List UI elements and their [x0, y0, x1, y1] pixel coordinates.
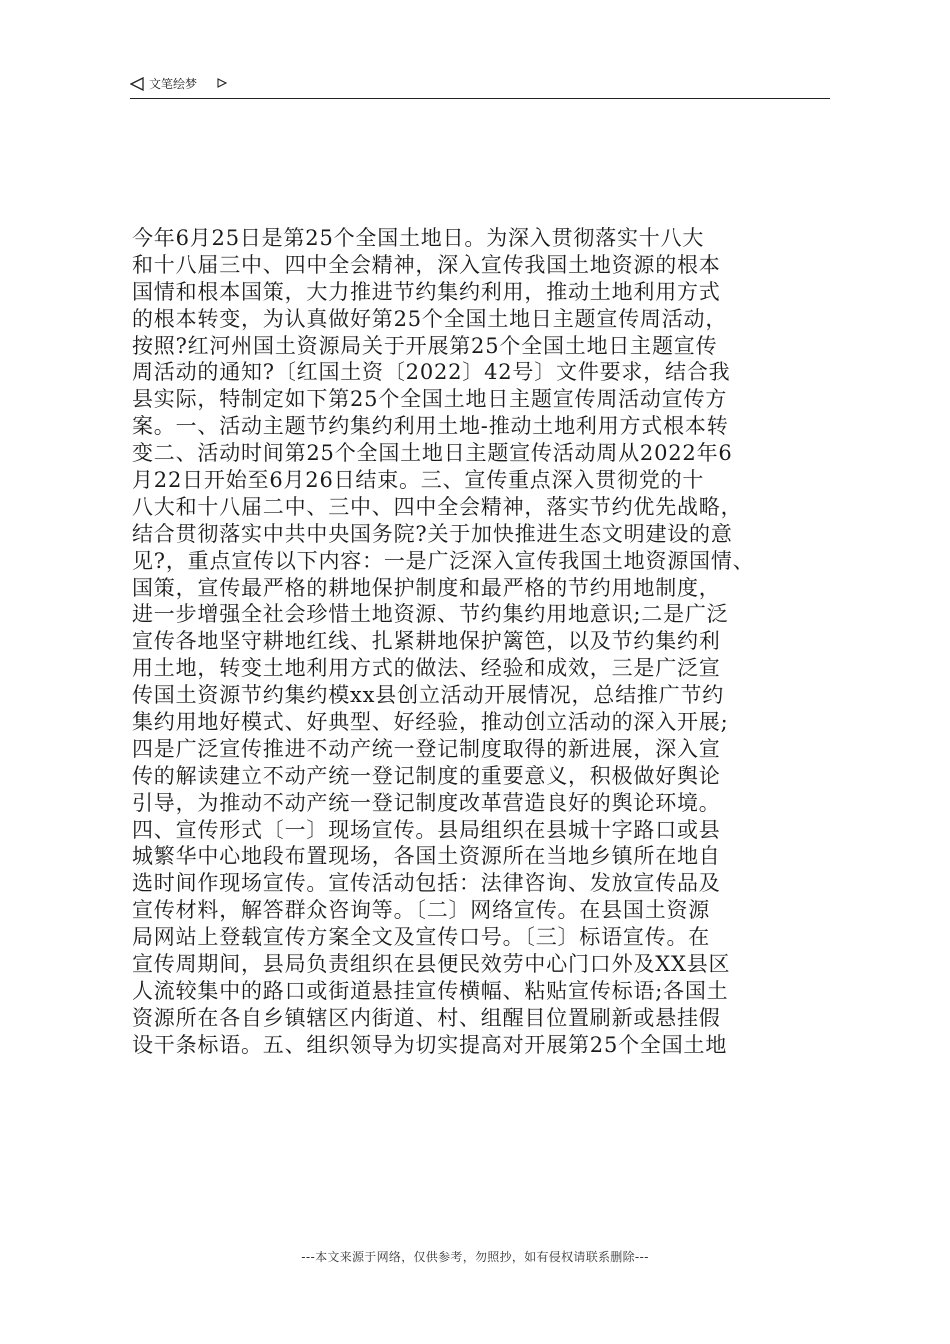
text-line: 城繁华中心地段布置现场，各国土资源所在当地乡镇所在地自 [132, 844, 721, 869]
text-line: 人流较集中的路口或街道悬挂宣传横幅、粘贴宣传标语;各国土 [132, 978, 729, 1003]
footer-disclaimer: ---本文来源于网络，仅供参考，勿照抄，如有侵权请联系删除--- [301, 1250, 649, 1264]
document-body [132, 225, 834, 1059]
text-line: 进一步增强全社会珍惜土地资源、节约集约用地意识;二是广泛 [132, 602, 729, 627]
text-line: 四、宣传形式〔一〕现场宣传。县局组织在县城十字路口或县 [132, 817, 721, 842]
text-line: 月22日开始至6月26日结束。三、宣传重点深入贯彻党的十 [132, 468, 705, 493]
text-line: 今年6月25日是第25个全国土地日。为深入贯彻落实十八大 [132, 226, 705, 250]
text-line: 用土地，转变土地利用方式的做法、经验和成效，三是广泛宣 [132, 656, 721, 681]
text-line: 宣传各地坚守耕地红线、扎紧耕地保护篱笆，以及节约集约利 [132, 629, 721, 654]
page-header [130, 74, 830, 99]
text-line: 传国土资源节约集约模xx县创立活动开展情况，总结推广节约 [132, 683, 725, 708]
text-line: 国情和根本国策，大力推进节约集约利用，推动土地利用方式 [132, 279, 721, 304]
text-line: 传的解读建立不动产统一登记制度的重要意义，积极做好舆论 [132, 763, 721, 788]
text-line: 引导，为推动不动产统一登记制度改革营造良好的舆论环境。 [132, 790, 721, 815]
text-line: 县实际，特制定如下第25个全国土地日主题宣传周活动宣传方 [132, 387, 728, 412]
text-line: 按照?红河州国土资源局关于开展第25个全国土地日主题宣传 [132, 333, 718, 358]
text-line: 设干条标语。五、组织领导为切实提高对开展第25个全国土地 [132, 1032, 728, 1057]
text-line: 变二、活动时间第25个全国土地日主题宣传活动周从2022年6 [132, 441, 733, 466]
text-line: 集约用地好模式、好典型、好经验，推动创立活动的深入开展; [132, 710, 729, 735]
text-line: 四是广泛宣传推进不动产统一登记制度取得的新进展，深入宣 [132, 736, 721, 761]
triangle-right-outline-icon [217, 78, 227, 88]
text-line: 和十八届三中、四中全会精神，深入宣传我国土地资源的根本 [132, 252, 721, 277]
text-line: 案。一、活动主题节约集约利用土地-推动土地利用方式根本转 [132, 414, 729, 439]
text-line: 局网站上登载宣传方案全文及宣传口号。〔三〕标语宣传。在 [132, 925, 711, 950]
text-line: 资源所在各自乡镇辖区内街道、村、组醒目位置刷新或悬挂假 [132, 1005, 721, 1030]
header-title: 文笔绘梦 [149, 77, 198, 91]
text-line: 国策，宣传最严格的耕地保护制度和最严格的节约用地制度， [132, 575, 721, 600]
text-line: 选时间作现场宣传。宣传活动包括：法律咨询、发放宣传品及 [132, 871, 721, 896]
text-line: 宣传周期间，县局负责组织在县便民效劳中心门口外及XX县区 [132, 952, 731, 977]
text-line: 结合贯彻落实中共中央国务院?关于加快推进生态文明建设的意 [132, 521, 733, 546]
text-line: 见?，重点宣传以下内容：一是广泛深入宣传我国土地资源国情、 [132, 548, 755, 573]
text-line: 八大和十八届二中、三中、四中全会精神，落实节约优先战略， [132, 494, 743, 519]
text-line: 宣传材料，解答群众咨询等。〔二〕网络宣传。在县国土资源 [132, 898, 711, 923]
triangle-left-outline-icon [130, 77, 144, 91]
text-line: 的根本转变，为认真做好第25个全国土地日主题宣传周活动， [132, 306, 728, 331]
text-line: 周活动的通知?〔红国土资〔2022〕42号〕文件要求，结合我 [132, 360, 731, 385]
